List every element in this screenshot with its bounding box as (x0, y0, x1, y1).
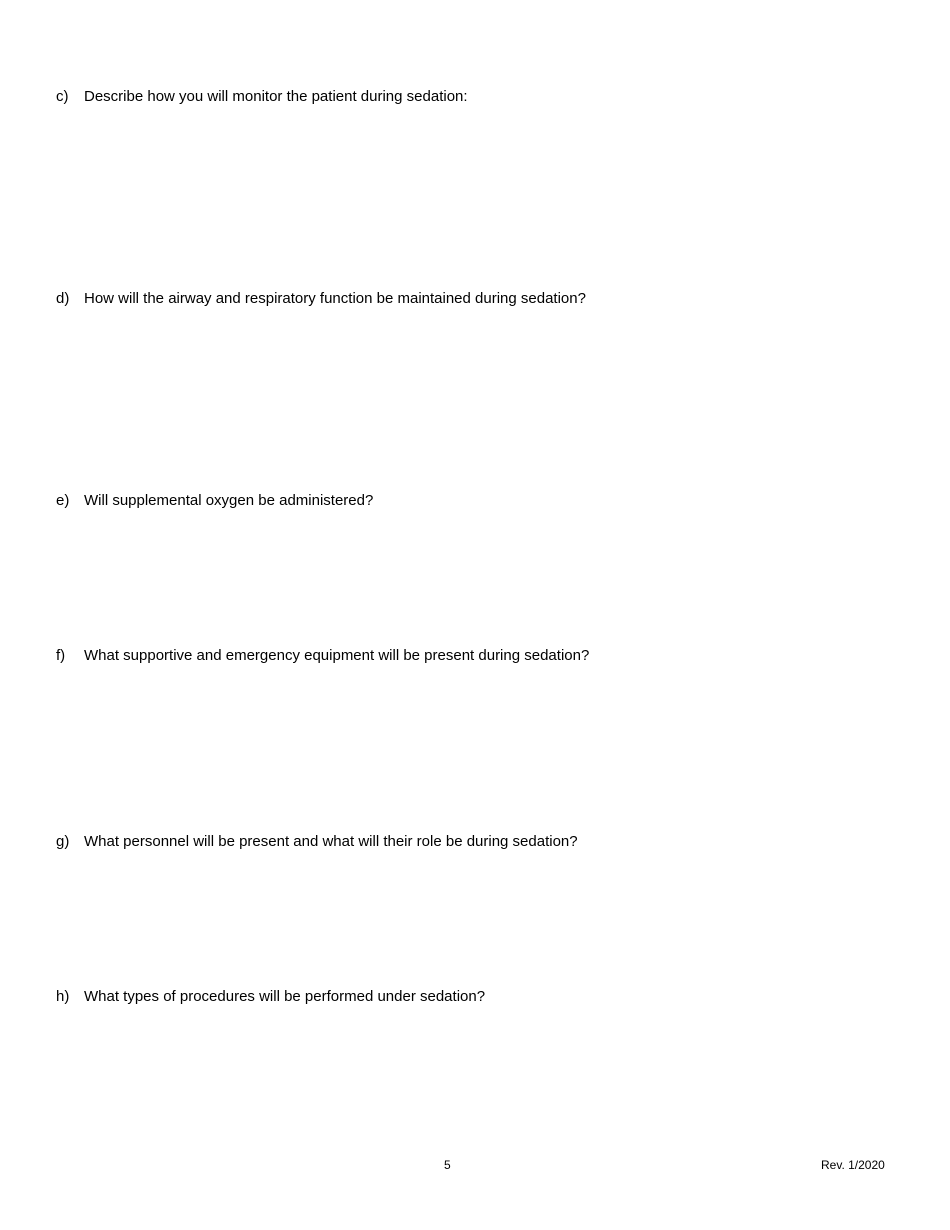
question-d (56, 290, 586, 308)
page-number: 5 (444, 1158, 451, 1172)
question-g (56, 833, 578, 851)
question-h (56, 988, 485, 1006)
question-text: What types of procedures will be performed under sedation? (84, 988, 486, 1005)
question-text: What supportive and emergency equipment will be present during sedation? (84, 647, 590, 664)
revision-label: Rev. 1/2020 (821, 1158, 885, 1172)
question-letter: d) (56, 290, 70, 307)
question-letter: g) (56, 833, 70, 850)
question-letter: f) (56, 647, 66, 664)
question-letter: h) (56, 988, 70, 1005)
question-text: How will the airway and respiratory function be maintained during sedation? (84, 290, 586, 307)
question-letter: c) (56, 88, 69, 105)
question-e (56, 492, 373, 510)
question-letter: e) (56, 492, 70, 509)
question-f (56, 647, 589, 665)
question-text: Describe how you will monitor the patient during sedation: (84, 88, 468, 105)
question-text: Will supplemental oxygen be administered? (84, 492, 374, 509)
question-c (56, 88, 468, 106)
question-text: What personnel will be present and what will their role be during sedation? (84, 833, 578, 850)
